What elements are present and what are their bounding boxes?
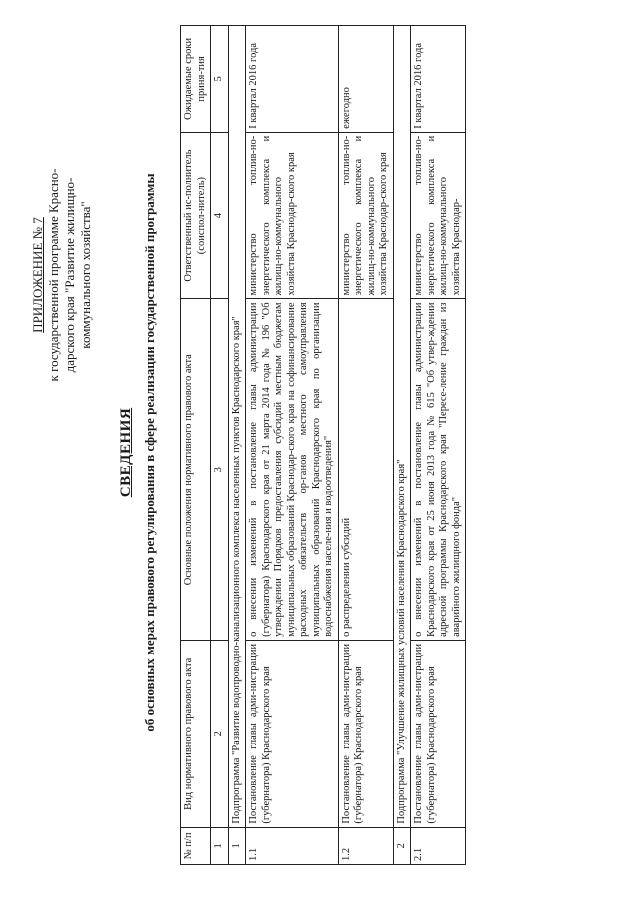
table-row (338, 26, 393, 865)
col-number: 5 (211, 26, 229, 133)
table-row (246, 26, 339, 865)
col-number: 3 (211, 299, 229, 640)
annex-header (30, 150, 94, 400)
column-number-row (211, 26, 229, 865)
responsible-executor: министерство топлив-но-энергетического комплекса и жилищ-но-коммунального хозяйства Краснодар-ского края (338, 132, 393, 299)
regulation-table (180, 25, 466, 865)
adoption-term: ежегодно (338, 26, 393, 133)
document-title: СВЕДЕНИЯ (118, 407, 134, 498)
header-responsible: Ответственный ис-полнитель (соиспол-нитель) (181, 132, 211, 299)
annex-number: ПРИЛОЖЕНИЕ № 7 (30, 217, 45, 333)
act-kind: Постановление главы адми-нистрации (губернатора) Краснодарского края (411, 640, 466, 827)
annex-line-3: коммунального хозяйства" (78, 201, 93, 349)
header-number: № п/п (181, 827, 211, 864)
adoption-term: I квартал 2016 года (411, 26, 466, 133)
responsible-executor: министерство топлив-но-энергетического комплекса и жилищ-но-коммунального хозяйства Краснодар- (411, 132, 466, 299)
act-provisions: о распределении субсидий (338, 299, 393, 640)
responsible-executor: министерство топлив-но-энергетического комплекса и жилищ-но-коммунального хозяйства Краснодар-ского края (246, 132, 339, 299)
row-number: 2.1 (411, 827, 466, 864)
document-subtitle: об основных мерах правового регулирования в сфере реализации государственной программы (142, 173, 157, 732)
adoption-term: I квартал 2016 года (246, 26, 339, 133)
subprogram-row (228, 26, 246, 865)
table-row (411, 26, 466, 865)
act-provisions: о внесении изменений в постановление главы администрации (губернатора) Краснодарского края от 21 марта 2014 года № 196 "Об утверждении Порядков предоставления субсидий местным бюджетам муниципальных образований Краснодар-ского края на софинансирование расходных обязательств ор-ганов местного самоуправления муниципальных образований Краснодарского края по организации водоснабжения населе-ния и водоотведения" (246, 299, 339, 640)
act-kind: Постановление главы адми-нистрации (губернатора) Краснодарского края (338, 640, 393, 827)
subprogram-label: Подпрограмма "Развитие водопроводно-канализационного комплекса населенных пунктов Краснодарского края" (228, 26, 246, 828)
subprogram-number: 2 (393, 827, 411, 864)
table-header-row (181, 26, 211, 865)
act-provisions: о внесении изменений в постановление главы администрации Краснодарского края от 25 июня 2013 года № 615 "Об утвер-ждении адресной программы Краснодарского края "Пересе-ление граждан из аварийного жилищного фонда" (411, 299, 466, 640)
annex-line-2: дарского края "Развитие жилищно- (62, 177, 77, 373)
annex-line-1: к государственной программе Красно- (46, 168, 61, 382)
row-number: 1.1 (246, 827, 339, 864)
col-number: 2 (211, 640, 229, 827)
subprogram-label: Подпрограмма "Улучшение жилищных условий населения Краснодарского края" (393, 26, 411, 828)
col-number: 4 (211, 132, 229, 299)
header-act-kind: Вид нормативного правового акта (181, 640, 211, 827)
act-kind: Постановление главы адми-нистрации (губернатора) Краснодарского края (246, 640, 339, 827)
subprogram-number: 1 (228, 827, 246, 864)
subprogram-row (393, 26, 411, 865)
header-term: Ожидаемые сроки приня-тия (181, 26, 211, 133)
header-provisions: Основные положения нормативного правового акта (181, 299, 211, 640)
row-number: 1.2 (338, 827, 393, 864)
col-number: 1 (211, 827, 229, 864)
